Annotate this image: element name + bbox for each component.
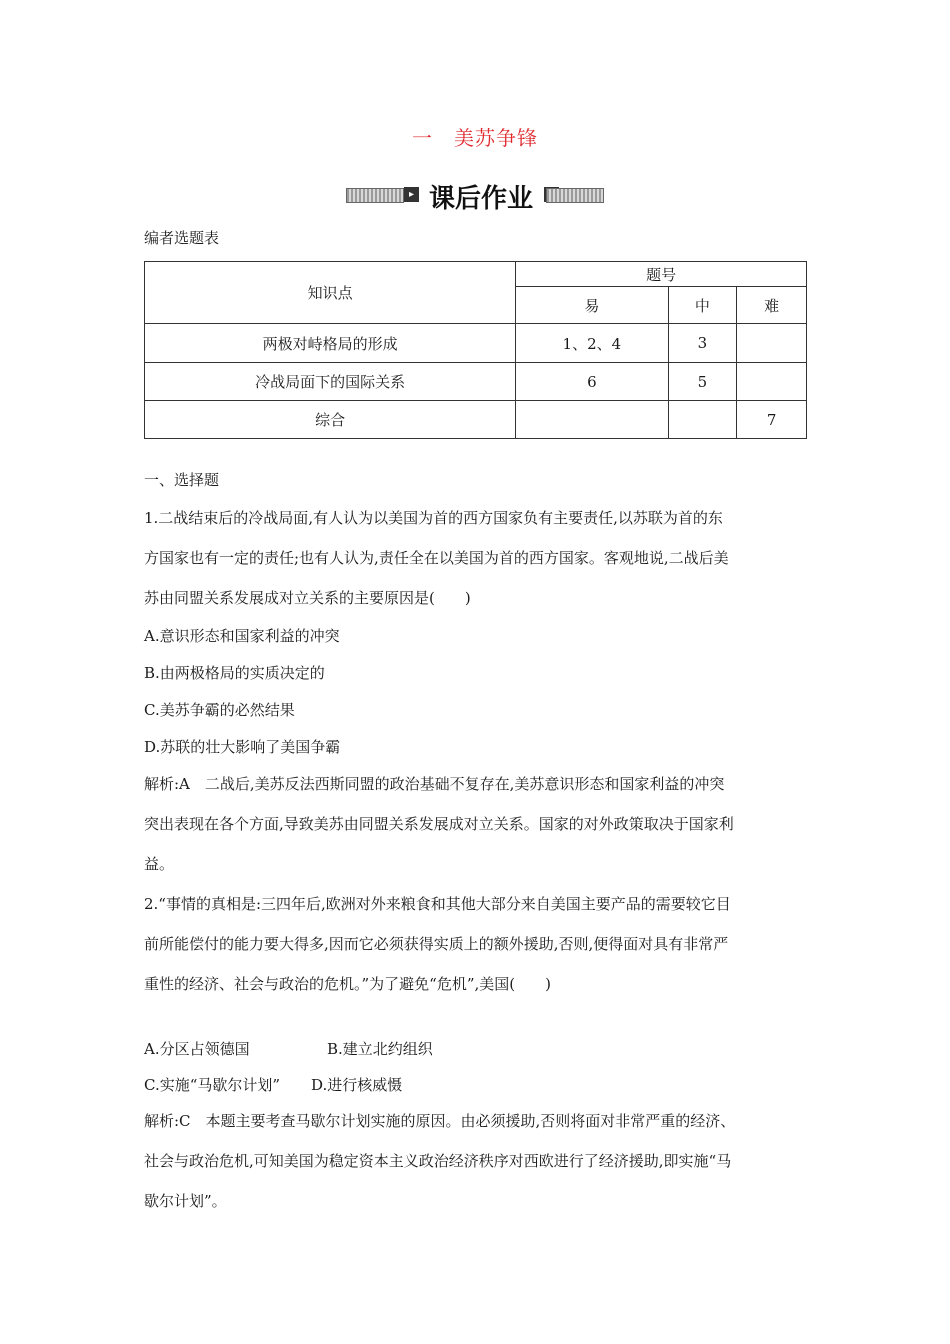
row-medium bbox=[668, 401, 737, 439]
q1-option-d: D.苏联的壮大影响了美国争霸 bbox=[144, 738, 341, 756]
row-hard: 7 bbox=[737, 401, 807, 439]
table-row bbox=[145, 363, 807, 401]
row-medium: 5 bbox=[668, 363, 737, 401]
row-topic: 综合 bbox=[145, 401, 516, 439]
q2-option-b: B.建立北约组织 bbox=[327, 1040, 433, 1058]
level-medium: 中 bbox=[668, 287, 737, 324]
q1-analysis-line: 益。 bbox=[144, 855, 175, 873]
row-hard bbox=[737, 324, 807, 363]
q2-analysis-line: 社会与政治危机,可知美国为稳定资本主义政治经济秩序对西欧进行了经济援助,即实施“马 bbox=[144, 1152, 732, 1170]
q2-option-a: A.分区占领德国 bbox=[144, 1040, 250, 1058]
q1-option-b: B.由两极格局的实质决定的 bbox=[144, 664, 325, 682]
section-heading: 一、选择题 bbox=[144, 471, 220, 489]
q1-analysis-line: 解析:A 二战后,美苏反法西斯同盟的政治基础不复存在,美苏意识形态和国家利益的冲突 bbox=[144, 775, 725, 793]
q1-analysis-line: 突出表现在各个方面,导致美苏由同盟关系发展成对立关系。国家的对外政策取决于国家利 bbox=[144, 815, 734, 833]
q2-analysis-line: 解析:C 本题主要考查马歇尔计划实施的原因。由必须援助,否则将面对非常严重的经济、 bbox=[144, 1112, 736, 1130]
level-easy: 易 bbox=[516, 287, 668, 324]
q1-stem-line: 苏由同盟关系发展成对立关系的主要原因是( ) bbox=[144, 589, 471, 607]
q1-option-c: C.美苏争霸的必然结果 bbox=[144, 701, 295, 719]
q2-option-c: C.实施“马歇尔计划” bbox=[144, 1076, 281, 1094]
q2-stem-line: 前所能偿付的能力要大得多,因而它必须获得实质上的额外援助,否则,便得面对具有非常严 bbox=[144, 935, 729, 953]
row-topic: 冷战局面下的国际关系 bbox=[145, 363, 516, 401]
table-row bbox=[145, 401, 807, 439]
row-easy: 1、2、4 bbox=[516, 324, 668, 363]
row-easy: 6 bbox=[516, 363, 668, 401]
banner-left-bar bbox=[346, 188, 404, 203]
knowledge-header: 知识点 bbox=[145, 262, 516, 324]
table-caption: 编者选题表 bbox=[144, 229, 220, 247]
number-header: 题号 bbox=[516, 262, 807, 287]
topic-table bbox=[144, 261, 807, 439]
banner-title: 课后作业 bbox=[428, 184, 533, 214]
row-hard bbox=[737, 363, 807, 401]
q2-stem-line: 重性的经济、社会与政治的危机。”为了避免“危机”,美国( ) bbox=[144, 975, 551, 993]
lesson-title: 一 美苏争锋 bbox=[412, 126, 538, 150]
q1-option-a: A.意识形态和国家利益的冲突 bbox=[144, 627, 340, 645]
row-easy bbox=[516, 401, 668, 439]
homework-banner bbox=[346, 180, 604, 214]
table-row bbox=[145, 324, 807, 363]
right-arrow-icon: ▸ bbox=[404, 187, 419, 202]
row-medium: 3 bbox=[668, 324, 737, 363]
q2-analysis-line: 歇尔计划”。 bbox=[144, 1192, 227, 1210]
row-topic: 两极对峙格局的形成 bbox=[145, 324, 516, 363]
level-hard: 难 bbox=[737, 287, 807, 324]
banner-right-bar bbox=[546, 188, 604, 203]
q1-stem-line: 1.二战结束后的冷战局面,有人认为以美国为首的西方国家负有主要责任,以苏联为首的东 bbox=[144, 509, 723, 527]
q2-option-d: D.进行核威慑 bbox=[311, 1076, 403, 1094]
q1-stem-line: 方国家也有一定的责任;也有人认为,责任全在以美国为首的西方国家。客观地说,二战后美 bbox=[144, 549, 729, 567]
q2-stem-line: 2.“事情的真相是:三四年后,欧洲对外来粮食和其他大部分来自美国主要产品的需要较它目 bbox=[144, 895, 731, 913]
